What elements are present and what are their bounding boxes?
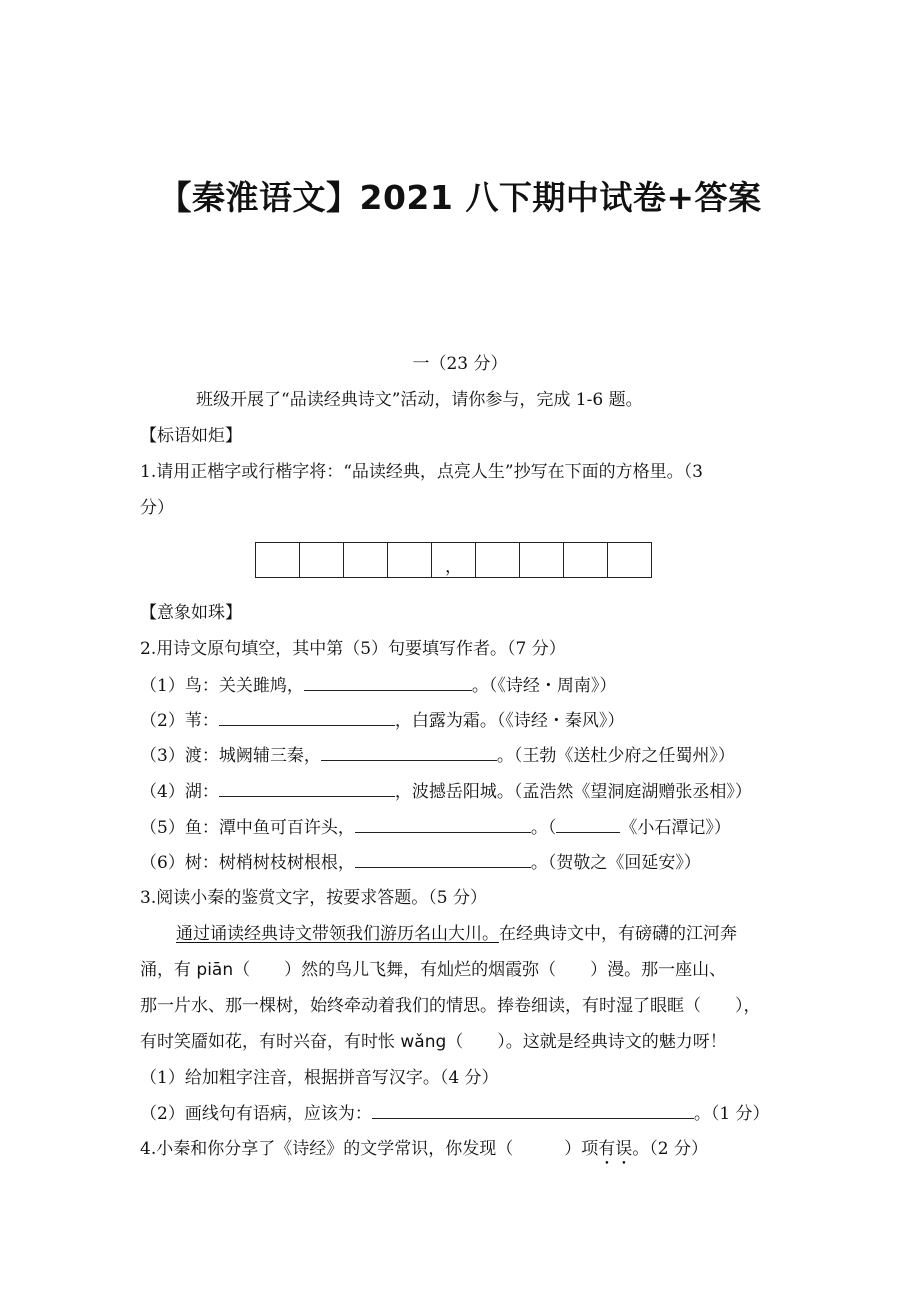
grid-cell[interactable] (520, 542, 564, 578)
passage-line-3: 那一片水、那一棵树，始终牵动着我们的情思。捧卷细读，有时湿了眼眶（ ）， (140, 996, 761, 1016)
fill-item-3 (140, 743, 735, 768)
fill-item-5 (140, 815, 731, 840)
fill-item-prompt: （1）鸟：关关雎鸠， (140, 676, 304, 696)
grid-cell[interactable] (476, 542, 520, 578)
fill-item-2 (140, 708, 624, 733)
grid-cell[interactable] (388, 542, 432, 578)
grid-cell[interactable] (300, 542, 344, 578)
fill-item-source: 《小石潭记》） (620, 818, 731, 838)
passage-line-2: 涌，有 piān（ ）然的鸟儿飞舞，有灿烂的烟霞弥（ ）漫。那一座山、 (140, 960, 727, 980)
part1-label: 【标语如炬】 (140, 426, 242, 446)
question-3-stem: 3.阅读小秦的鉴赏文字，按要求答题。（5 分） (140, 888, 487, 908)
comma-mark: ， (445, 557, 462, 577)
fill-item-prompt: （3）渡：城阙辅三秦， (140, 746, 321, 766)
grid-cell[interactable] (608, 542, 652, 578)
underlined-sentence: 通过诵读经典诗文带领我们游历名山大川。 (176, 924, 499, 944)
grid-cell[interactable] (564, 542, 608, 578)
sub2-score: 。（1 分） (693, 1104, 770, 1124)
q4-score: 。（2 分） (632, 1139, 708, 1159)
fill-item-4 (140, 779, 752, 804)
answer-blank[interactable] (321, 743, 497, 761)
emphasized-word: 有误 (598, 1139, 633, 1159)
passage-text: 在经典诗文中，有磅礴的江河奔 (499, 924, 737, 944)
section-intro: 班级开展了“品读经典诗文”活动，请你参与，完成 1-6 题。 (196, 390, 643, 410)
q4-prompt: 4.小秦和你分享了《诗经》的文学常识，你发现（ ）项 (140, 1139, 599, 1159)
question-2-stem: 2.用诗文原句填空，其中第（5）句要填写作者。（7 分） (140, 639, 566, 659)
fill-item-source: 。（贺敬之《回延安》） (530, 853, 701, 873)
question-1-line1: 1.请用正楷字或行楷字将：“品读经典，点亮人生”抄写在下面的方格里。（3 (140, 462, 703, 482)
sub2-prompt: （2）画线句有语病，应该为： (140, 1104, 372, 1124)
fill-item-6 (140, 850, 701, 875)
answer-blank[interactable] (219, 779, 395, 797)
passage-line-1 (176, 922, 737, 946)
answer-blank[interactable] (304, 673, 472, 691)
question-3-sub1: （1）给加粗字注音，根据拼音写汉字。（4 分） (140, 1068, 499, 1088)
fill-item-source: 。（《诗经・周南》） (471, 676, 617, 696)
passage-line-4: 有时笑靥如花，有时兴奋，有时怅 wǎng（ ）。这就是经典诗文的魅力呀！ (140, 1032, 727, 1052)
fill-item-source: ，白露为霜。（《诗经・秦风》） (394, 711, 625, 731)
fill-item-source: 。（王勃《送杜少府之任蜀州》） (496, 746, 735, 766)
writing-grid[interactable] (255, 542, 652, 578)
document-title: 【秦淮语文】2021 八下期中试卷+答案 (158, 178, 762, 217)
fill-item-source: ，波撼岳阳城。（孟浩然《望洞庭湖赠张丞相》） (394, 782, 752, 802)
grid-cell[interactable] (344, 542, 388, 578)
answer-blank[interactable] (355, 850, 531, 868)
fill-item-source: 。（ (530, 818, 557, 838)
fill-item-prompt: （4）湖： (140, 782, 219, 802)
grid-cell[interactable] (256, 542, 300, 578)
fill-item-prompt: （5）鱼：潭中鱼可百许头， (140, 818, 355, 838)
question-3-sub2 (140, 1101, 770, 1126)
fill-item-1 (140, 673, 616, 698)
fill-item-prompt: （2）苇： (140, 711, 219, 731)
section-heading: 一（23 分） (412, 354, 508, 374)
answer-blank[interactable] (355, 815, 531, 833)
question-4-stem (140, 1137, 708, 1169)
answer-blank[interactable] (372, 1101, 694, 1119)
answer-blank[interactable] (219, 708, 395, 726)
part2-label: 【意象如珠】 (140, 603, 242, 623)
fill-item-prompt: （6）树：树梢树枝树根根， (140, 853, 355, 873)
author-blank[interactable] (556, 815, 620, 833)
grid-cell-comma (432, 542, 476, 578)
question-1-line2: 分） (140, 498, 174, 518)
